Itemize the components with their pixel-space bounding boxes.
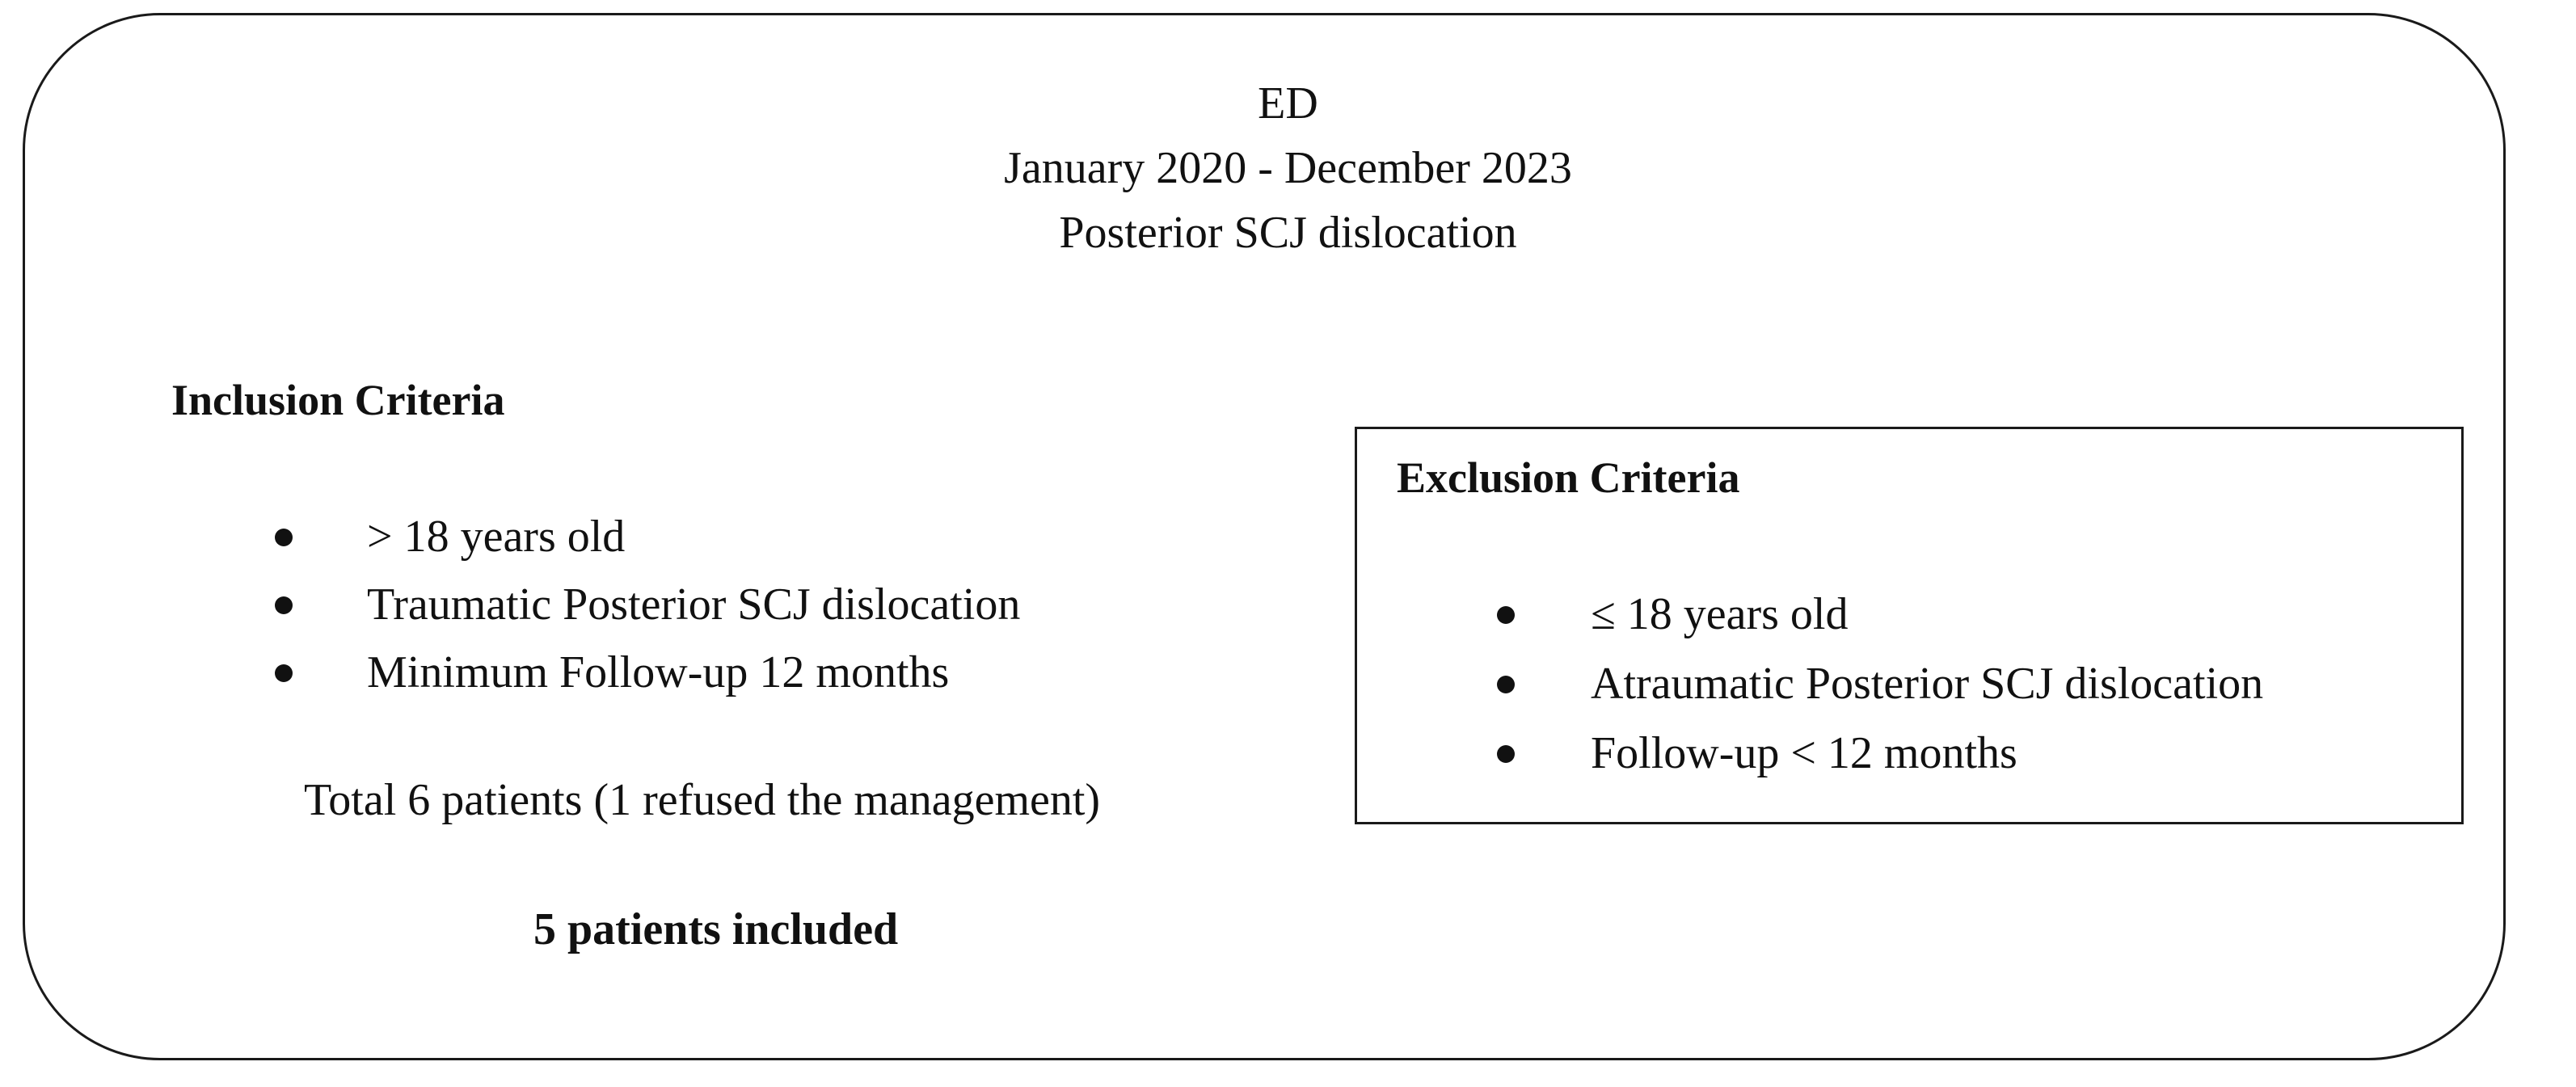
bullet-icon bbox=[1497, 676, 1515, 693]
bullet-icon bbox=[275, 596, 293, 614]
header-setting: ED bbox=[1258, 78, 1318, 129]
bullet-icon bbox=[275, 529, 293, 546]
exclusion-criteria-title: Exclusion Criteria bbox=[1397, 453, 1740, 502]
bullet-icon bbox=[1497, 606, 1515, 624]
inclusion-item-follow-up: Minimum Follow-up 12 months bbox=[367, 647, 950, 697]
inclusion-item-traumatic: Traumatic Posterior SCJ dislocation bbox=[367, 579, 1021, 630]
exclusion-item-atraumatic: Atraumatic Posterior SCJ dislocation bbox=[1591, 659, 2264, 709]
exclusion-item-follow-up: Follow-up < 12 months bbox=[1591, 728, 2017, 778]
patients-included-text: 5 patients included bbox=[533, 904, 899, 954]
exclusion-item-age: ≤ 18 years old bbox=[1591, 589, 1849, 639]
inclusion-criteria-title: Inclusion Criteria bbox=[171, 376, 505, 424]
bullet-icon bbox=[275, 664, 293, 682]
inclusion-item-age: > 18 years old bbox=[367, 512, 626, 562]
total-patients-text: Total 6 patients (1 refused the management) bbox=[304, 775, 1101, 825]
bullet-icon bbox=[1497, 745, 1515, 763]
header-condition: Posterior SCJ dislocation bbox=[1059, 208, 1517, 258]
header-period: January 2020 - December 2023 bbox=[1004, 143, 1572, 193]
